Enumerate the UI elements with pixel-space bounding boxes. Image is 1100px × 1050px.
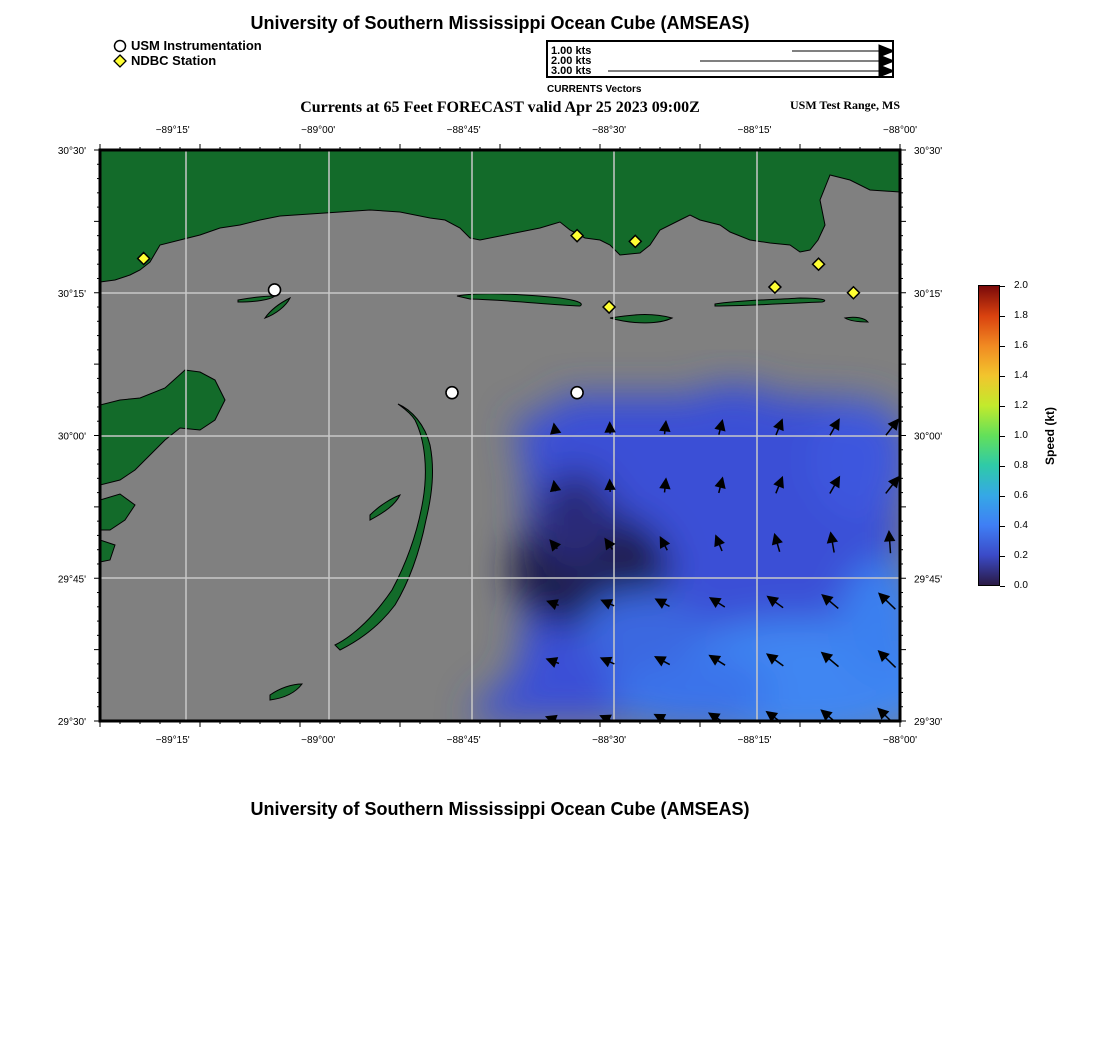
colorbar-label: Speed (kt) [1043, 406, 1057, 466]
colorbar-tick-mark [1000, 376, 1005, 377]
colorbar [978, 285, 1000, 586]
colorbar-tick-mark [1000, 436, 1005, 437]
page-title: University of Southern Mississippi Ocean Cube (AMSEAS) [250, 13, 750, 33]
usm-instrument-marker[interactable] [571, 387, 583, 399]
vector-key-caption: CURRENTS Vectors [547, 84, 642, 95]
colorbar-tick-label: 1.2 [1014, 400, 1028, 411]
lon-label-bottom: −88°45' [446, 735, 481, 746]
lat-label-left: 30°15' [57, 288, 86, 300]
usm-instrument-marker[interactable] [269, 284, 281, 296]
lat-label-left: 30°30' [57, 146, 86, 157]
lon-label-bottom: −88°30' [592, 735, 627, 746]
footer-title: University of Southern Mississippi Ocean Cube (AMSEAS) [250, 799, 750, 819]
lat-label-left: 29°30' [57, 717, 86, 728]
region-label: USM Test Range, MS [789, 98, 900, 112]
lon-label-top: −88°00' [883, 125, 917, 136]
lon-label-bottom: −88°00' [883, 735, 917, 746]
colorbar-tick-label: 1.4 [1014, 370, 1028, 381]
vector-key-2kt: 2.00 kts [551, 55, 592, 67]
lat-label-right: 29°45' [914, 574, 943, 586]
lon-label-top: −89°15' [155, 125, 190, 136]
lon-label-top: −88°15' [737, 125, 772, 136]
speed-field [470, 385, 950, 740]
map-subtitle: Currents at 65 Feet FORECAST valid Apr 25 2023 09:00Z [300, 99, 700, 116]
lon-label-bottom: −88°15' [737, 735, 772, 746]
lat-label-left: 29°45' [57, 574, 86, 586]
vector-key-1kt: 1.00 kts [551, 45, 592, 57]
lon-label-bottom: −89°15' [155, 735, 190, 746]
colorbar-tick-mark [1000, 496, 1005, 497]
colorbar-tick-mark [1000, 346, 1005, 347]
colorbar-tick-label: 1.0 [1014, 430, 1028, 441]
colorbar-tick-label: 0.0 [1014, 580, 1028, 591]
legend-label-ndbc: NDBC Station [131, 53, 217, 68]
lon-label-bottom: −89°00' [301, 735, 336, 746]
colorbar-tick-label: 0.2 [1014, 550, 1028, 561]
colorbar-tick-label: 0.8 [1014, 460, 1028, 471]
colorbar-tick-mark [1000, 406, 1005, 407]
lon-label-top: −89°00' [301, 125, 336, 136]
colorbar-tick-label: 0.6 [1014, 490, 1028, 501]
colorbar-tick-mark [1000, 526, 1005, 527]
colorbar-tick-mark [1000, 286, 1005, 287]
colorbar-tick-label: 1.6 [1014, 340, 1028, 351]
lon-label-top: −88°30' [592, 125, 627, 136]
colorbar-tick-label: 2.0 [1014, 280, 1028, 291]
lat-label-right: 30°30' [914, 146, 943, 157]
colorbar-tick-label: 0.4 [1014, 520, 1028, 531]
colorbar-tick-mark [1000, 556, 1005, 557]
vector-key-3kt: 3.00 kts [551, 65, 592, 77]
lat-label-right: 29°30' [914, 717, 943, 728]
lat-label-left: 30°00' [57, 431, 86, 443]
legend-label-usm: USM Instrumentation [131, 38, 262, 53]
lon-label-top: −88°45' [446, 125, 481, 136]
colorbar-tick-mark [1000, 466, 1005, 467]
lat-label-right: 30°00' [914, 431, 943, 443]
colorbar-tick-mark [1000, 316, 1005, 317]
lat-label-right: 30°15' [914, 288, 943, 300]
colorbar-tick-label: 1.8 [1014, 310, 1028, 321]
usm-instrument-marker[interactable] [446, 387, 458, 399]
colorbar-tick-mark [1000, 586, 1005, 587]
